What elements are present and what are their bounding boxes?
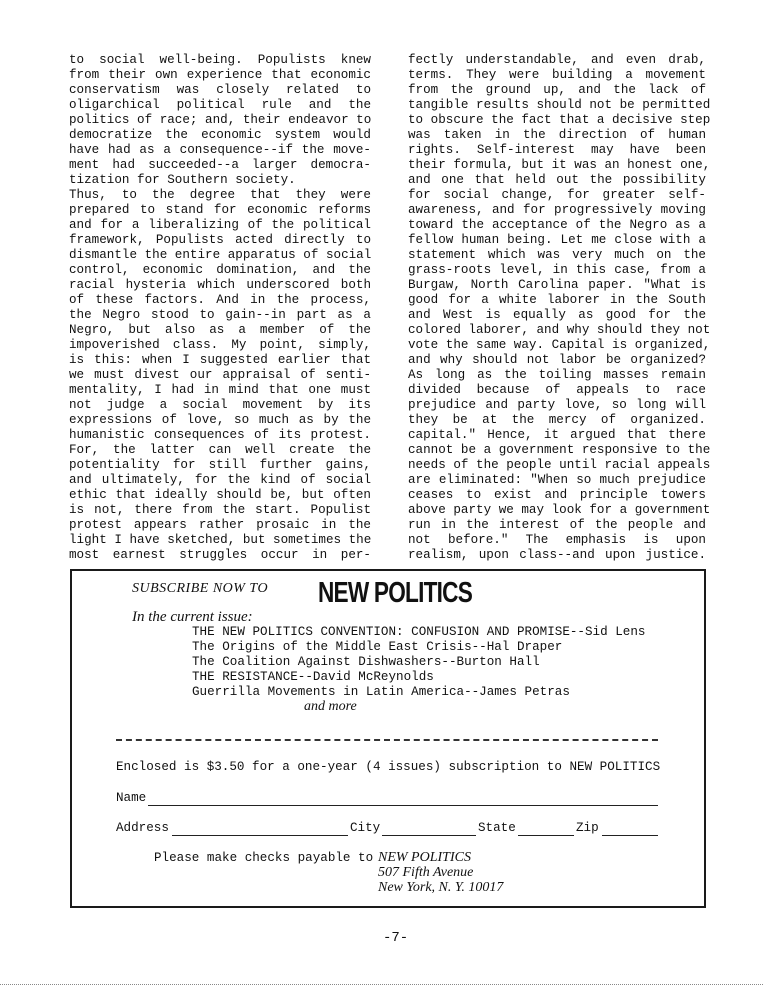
text-line: oligarchical political rule and the [69,98,371,112]
right-text-column [408,53,711,563]
left-text-column [69,53,371,563]
text-line: cannot be a government responsive to the [408,443,711,457]
text-line: protest appears rather prosaic in the [69,518,371,532]
subscription-ad [70,569,706,908]
issue-item: THE NEW POLITICS CONVENTION: CONFUSION AND PROMISE--Sid Lens [192,625,646,639]
text-line: potentiality for still further gains, [69,458,371,472]
issue-item: THE RESISTANCE--David McReynolds [192,670,434,684]
text-line: mentality, I had in mind that one must [69,383,371,397]
text-line: colored laborer, and why should they not [408,323,711,337]
text-line: conservatism was closely related to [69,83,371,97]
city-field-line[interactable] [382,835,476,836]
current-issue-heading: In the current issue: [132,609,253,625]
text-line: control, economic domination, and the [69,263,371,277]
text-line: was taken in the direction of human [408,128,706,142]
text-line: awareness, and for progressively moving [408,203,706,217]
text-line: vote the same way. Capital is organized, [408,338,711,352]
text-line: As long as the toiling masses remain [408,368,706,382]
text-line: tangible results should not be permitted [408,98,711,112]
text-line: democratize the economic system would [69,128,371,142]
text-line: toward the acceptance of the Negro as a [408,218,706,232]
text-line: fellow human being. Let me close with a [408,233,706,247]
enclosed-statement: Enclosed is $3.50 for a one-year (4 issues) subscription to NEW POLITICS [116,760,661,774]
text-line: good for a white laborer in the South [408,293,706,307]
text-line: For, the latter can well create the [69,443,371,457]
text-line: we must divest our appraisal of senti- [69,368,371,382]
text-line: fectly understandable, and even drab, [408,53,706,67]
text-line: Thus, to the degree that they were [69,188,371,202]
text-line: politics of race; and, their endeavor to [69,113,372,127]
payee-street: 507 Fifth Avenue [378,865,474,880]
new-politics-logo: NEW POLITICS [318,577,473,609]
and-more-note: and more [304,699,357,714]
text-line: impoverished class. My point, simply, [69,338,371,352]
text-line: Negro, but also as a member of the [69,323,371,337]
text-line: statement which was very much on the [408,248,706,262]
text-line: and one that held out the possibility [408,173,706,187]
name-label: Name [116,791,147,805]
text-line: from their own experience that economic [69,68,371,82]
text-line: realism, upon class--and upon justice. [408,548,706,562]
text-line: prejudice and party love, so long will [408,398,706,412]
state-field-line[interactable] [518,835,574,836]
text-line: dismantle the entire apparatus of social [69,248,372,262]
zip-field-line[interactable] [602,835,658,836]
text-line: Burgaw, North Carolina paper. "What is [408,278,706,292]
payable-instruction: Please make checks payable to [154,851,374,865]
text-line: of these factors. And in the process, [69,293,371,307]
address-label: Address [116,821,169,835]
text-line: framework, Populists acted directly to [69,233,371,247]
issue-item: Guerrilla Movements in Latin America--James Petras [192,685,570,699]
text-line: for social change, for greater self- [408,188,706,202]
text-line: tization for Southern society. [69,173,296,187]
subscribe-now-heading: SUBSCRIBE NOW TO [132,581,269,596]
text-line: capital." Hence, it argued that there [408,428,706,442]
text-line: run in the interest of the people and [408,518,706,532]
page-number: -7- [383,930,409,946]
text-line: and ultimately, for the kind of social [69,473,371,487]
text-line: humanistic consequences of its protest. [69,428,371,442]
text-line: terms. They were building a movement [408,68,706,82]
text-line: is this: when I suggested earlier that [69,353,371,367]
text-line: ment had succeeded--a larger democra- [69,158,371,172]
text-line: most earnest struggles occur in per- [69,548,371,562]
text-line: ceases to exist and principle towers [408,488,706,502]
text-line: are eliminated: "When so much prejudice [408,473,706,487]
text-line: the Negro stood to gain--in part as a [69,308,371,322]
name-field-line[interactable] [148,805,658,806]
text-line: from the ground up, and the lack of [408,83,706,97]
text-line: divided because of appeals to race [408,383,706,397]
text-line: grass-roots level, in this case, from a [408,263,706,277]
payee-city: New York, N. Y. 10017 [378,880,504,895]
text-line: above party we may look for a government [408,503,711,517]
issue-item: The Origins of the Middle East Crisis--Hal Draper [192,640,563,654]
text-line: is not, there from the start. Populist [69,503,371,517]
text-line: their formula, but it was an honest one, [408,158,711,172]
text-line: they be at the mercy of organized. [408,413,706,427]
text-line: expressions of love, so much as by the [69,413,371,427]
cut-line-divider [116,739,658,741]
text-line: to social well-being. Populists knew [69,53,371,67]
text-line: not before." The emphasis is upon [408,533,706,547]
text-line: and why should not labor be organized? [408,353,706,367]
issue-item: The Coalition Against Dishwashers--Burton Hall [192,655,540,669]
city-label: City [350,821,381,835]
text-line: and for a liberalizing of the political [69,218,371,232]
text-line: ethic that ideally should be, but often [69,488,371,502]
address-field-line[interactable] [172,835,348,836]
text-line: and West is equally as good for the [408,308,706,322]
text-line: to obscure the fact that a decisive step [408,113,711,127]
text-line: have had as a consequence--if the move- [69,143,371,157]
text-line: rights. Self-interest may have been [408,143,706,157]
text-line: light I have sketched, but sometimes the [69,533,372,547]
text-line: prepared to stand for economic reforms [69,203,371,217]
zip-label: Zip [576,821,599,835]
payee-name: NEW POLITICS [378,850,471,865]
state-label: State [478,821,516,835]
text-line: not judge a social movement by its [69,398,371,412]
bottom-edge-rule [0,984,763,985]
text-line: racial hysteria which underscored both [69,278,371,292]
text-line: needs of the people until racial appeals [408,458,711,472]
